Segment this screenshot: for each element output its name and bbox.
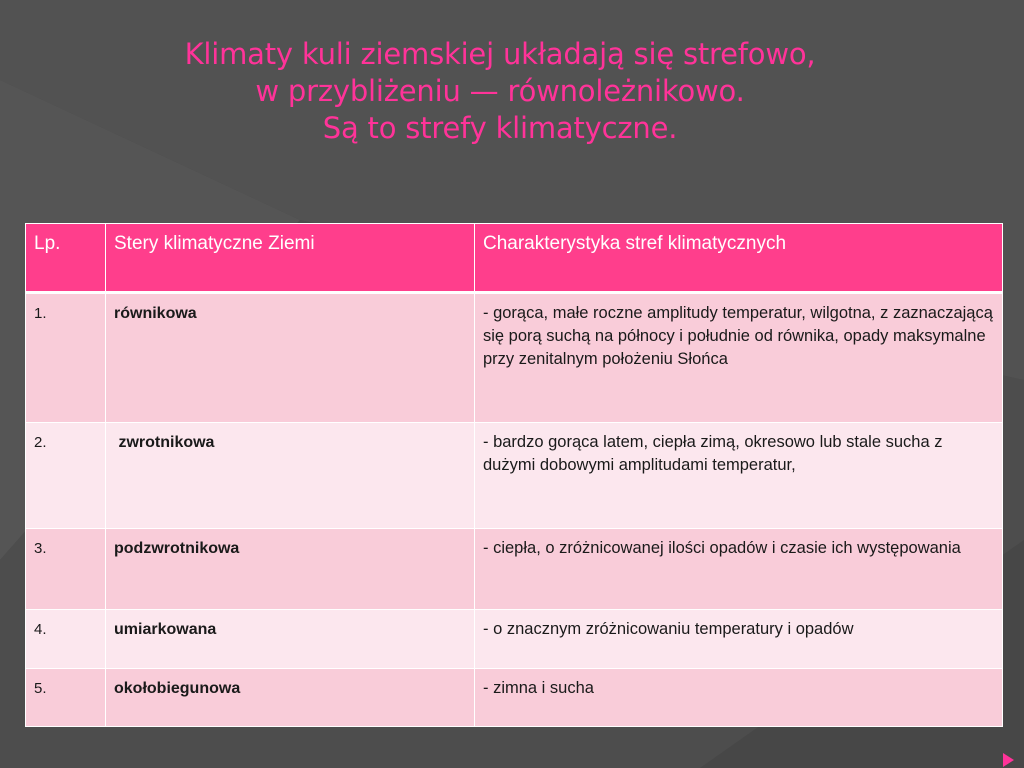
zone-description: - gorąca, małe roczne amplitudy temperatur, wilgotna, z zaznaczającą się porą suchą na północy i południe od równika, opady maksymalne przy zenitalnym położeniu Słońca (475, 293, 1003, 423)
table-row (26, 669, 1003, 727)
header-description: Charakterystyka stref klimatycznych (475, 224, 1003, 293)
row-number: 4. (26, 610, 106, 669)
zone-name: umiarkowana (106, 610, 475, 669)
slide-title-line-1: Klimaty kuli ziemskiej układają się strefowo, (184, 37, 816, 71)
zone-description: - o znacznym zróżnicowaniu temperatury i opadów (475, 610, 1003, 669)
zone-name: podzwrotnikowa (106, 529, 475, 610)
zone-description: - ciepła, o zróżnicowanej ilości opadów i czasie ich występowania (475, 529, 1003, 610)
table-header-row (26, 224, 1003, 293)
zone-description: - bardzo gorąca latem, ciepła zimą, okresowo lub stale sucha z dużymi dobowymi amplitudami temperatur, (475, 423, 1003, 529)
zone-name: równikowa (106, 293, 475, 423)
zone-name: zwrotnikowa (106, 423, 475, 529)
table-row (26, 529, 1003, 610)
table-row (26, 610, 1003, 669)
row-number: 5. (26, 669, 106, 727)
row-number: 1. (26, 293, 106, 423)
slide-title-line-3: Są to strefy klimatyczne. (322, 111, 678, 145)
slide-title (150, 36, 850, 147)
table-row (26, 423, 1003, 529)
table-row (26, 293, 1003, 423)
climate-zones-table (25, 223, 1003, 727)
zone-description: - zimna i sucha (475, 669, 1003, 727)
zone-name: okołobiegunowa (106, 669, 475, 727)
row-number: 3. (26, 529, 106, 610)
header-zone: Stery klimatyczne Ziemi (106, 224, 475, 293)
row-number: 2. (26, 423, 106, 529)
slide-title-line-2: w przybliżeniu — równoleżnikowo. (255, 74, 745, 108)
header-lp: Lp. (26, 224, 106, 293)
